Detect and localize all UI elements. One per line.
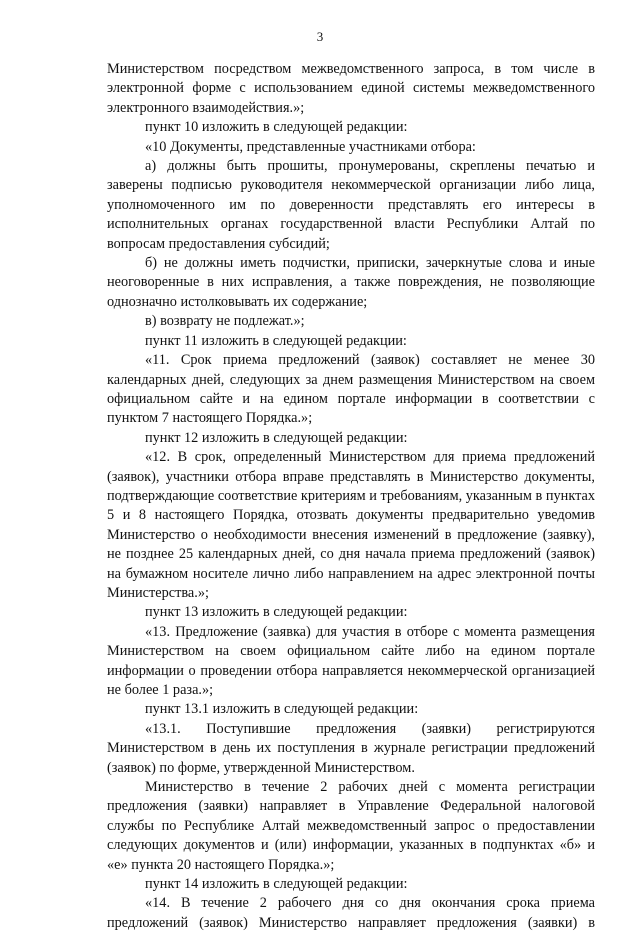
paragraph: а) должны быть прошиты, пронумерованы, скреплены печатью и заверены подписью руководителя некоммерческой организации либо лица, уполномоченного им по доверенности представлять его интересы в исполнительных органах государственной власти Республики Алтай по вопросам предоставления субсидий; (107, 158, 595, 252)
paragraph: «13.1. Поступившие предложения (заявки) регистрируются Министерством в день их поступления в журнале регистрации предложений (заявок) по форме, утвержденной Министерством. (107, 720, 595, 776)
paragraph: «10 Документы, представленные участниками отбора: (145, 138, 476, 155)
paragraph: пункт 12 изложить в следующей редакции: (145, 429, 408, 446)
page-number: 3 (316, 29, 324, 44)
paragraph: в) возврату не подлежат.»; (145, 313, 305, 330)
paragraph: «14. В течение 2 рабочего дня со дня окончания срока приема предложений (заявок) Министерство направляет предложения (заявки) в (107, 895, 595, 931)
paragraph: Министерством посредством межведомственного запроса, в том числе в электронной форме с использованием единой системы межведомственного электронного взаимодействия.»; (107, 61, 595, 116)
paragraph: б) не должны иметь подчистки, приписки, зачеркнутые слова и иные неоговоренные в них исправления, а также повреждения, не позволяющие однозначно истолковывать их содержание; (107, 255, 595, 310)
paragraph: пункт 13.1 изложить в следующей редакции: (145, 701, 419, 718)
paragraph: «13. Предложение (заявка) для участия в отборе с момента размещения Министерством на своем официальном сайте либо на едином портале информации о проведении отбора направляется некоммерческой организацией не более 1 раза.»; (107, 623, 595, 698)
paragraph: Министерство в течение 2 рабочих дней с момента регистрации предложения (заявки) направляет в Управление Федеральной налоговой службы по Республике Алтай межведомственный запрос о предоставлении следующих документов и (или) информации, указанных в подпунктах «б» и «е» пункта 20 настоящего Порядка.»; (107, 779, 595, 873)
paragraph: пункт 13 изложить в следующей редакции: (145, 604, 408, 621)
paragraph: «11. Срок приема предложений (заявок) составляет не менее 30 календарных дней, следующих за днем размещения Министерством на своем официальном сайте и на едином портале информации в соответствии с пунктом 7 настоящего Порядка.»; (107, 352, 595, 427)
paragraph: «12. В срок, определенный Министерством для приема предложений (заявок), участники отбора вправе представлять в Министерство документы, подтверждающие соответствие критериям и требованиям, указанным в пунктах 5 и 8 настоящего Порядка, отозвать документы предварительно уведомив Министерство о необходимости внесения изменений в предложение (заявку), не позднее 25 календарных дней, со дня начала приема предложений (заявок) на бумажном носителе лично либо направлением на адрес электронной почты Министерства.»; (107, 449, 595, 601)
paragraph: пункт 10 изложить в следующей редакции: (145, 119, 408, 136)
document-body (107, 60, 595, 933)
paragraph: пункт 11 изложить в следующей редакции: (145, 332, 407, 349)
paragraph: пункт 14 изложить в следующей редакции: (145, 876, 408, 893)
